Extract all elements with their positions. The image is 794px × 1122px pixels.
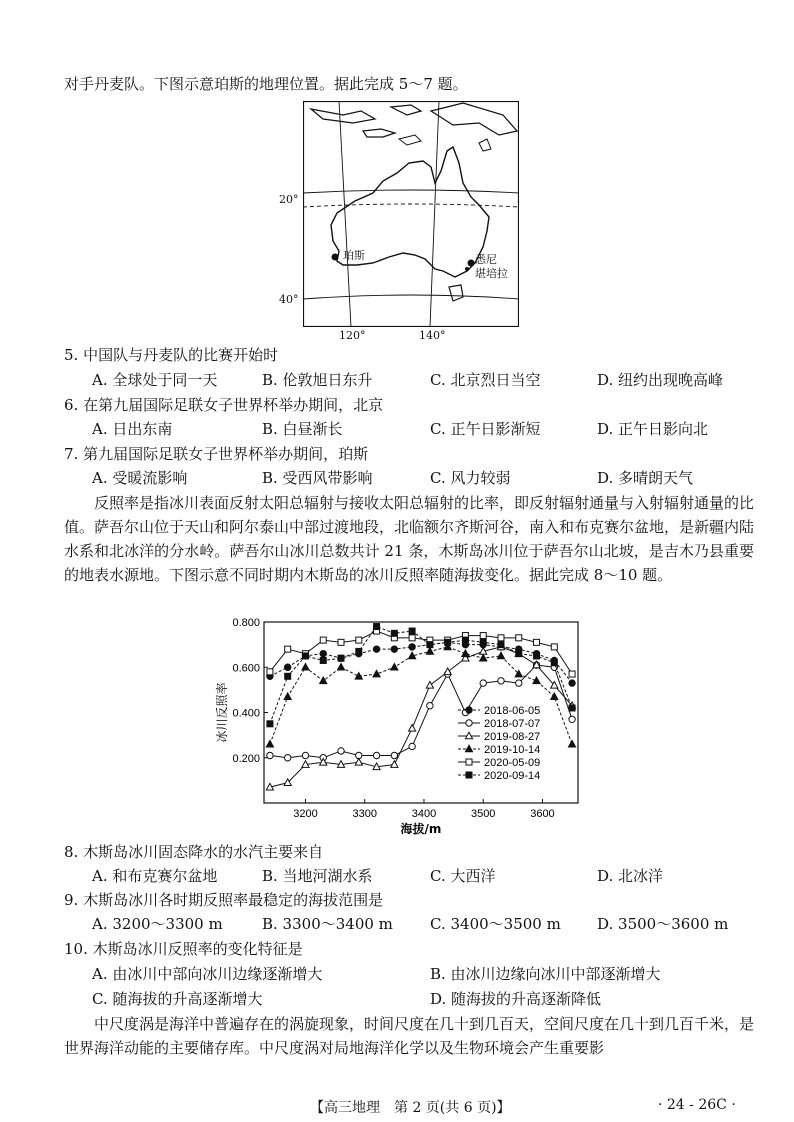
data-point-2020-05-09	[356, 637, 362, 643]
city-label-sydney: 悉尼	[475, 253, 497, 266]
q7-stem: 7. 第九届国际足联女子世界杯举办期间，珀斯	[64, 445, 369, 463]
x-tick-label: 3600	[530, 808, 555, 820]
data-point-2020-05-09	[285, 646, 291, 652]
y-tick-label: 0.800	[232, 617, 260, 629]
legend-entry: 2020-05-09	[484, 757, 541, 769]
data-point-2020-09-14	[267, 721, 273, 727]
data-point-2020-09-14	[445, 639, 451, 645]
data-point-2018-06-05	[284, 664, 290, 670]
q5-option-c[interactable]: C. 北京烈日当空	[430, 371, 541, 389]
q5-option-b[interactable]: B. 伦敦旭日东升	[262, 371, 373, 389]
q9-stem: 9. 木斯岛冰川各时期反照率最稳定的海拔范围是	[64, 891, 384, 909]
data-point-2019-08-27	[355, 758, 362, 765]
data-point-2020-09-14	[462, 637, 468, 643]
data-point-2018-07-07	[338, 748, 344, 754]
data-point-2018-06-05	[320, 650, 326, 656]
lat-label-20: 20°	[279, 193, 299, 206]
passage-eddy: 中尺度涡是海洋中普遍存在的涡旋现象，时间尺度在几十到几百天，空间尺度在几十到几百千米，是世界海洋动能的主要储存库。中尺度涡对局地海洋化学以及生物环境会产生重要影	[64, 1015, 755, 1057]
map-svg	[303, 101, 519, 327]
data-point-2020-05-09	[267, 669, 273, 675]
data-point-2020-09-14	[285, 673, 291, 679]
data-point-2019-10-14	[551, 693, 558, 700]
x-tick-label: 3400	[411, 808, 437, 820]
data-point-2020-05-09	[480, 633, 486, 639]
page-footer: 【高三地理 第 2 页(共 6 页)】	[310, 1100, 511, 1116]
data-point-2020-09-14	[338, 655, 344, 661]
data-point-2020-09-14	[409, 628, 415, 634]
data-point-2018-07-07	[302, 752, 308, 758]
data-point-2019-08-27	[426, 682, 433, 689]
data-point-2020-05-09	[320, 637, 326, 643]
data-point-2020-09-14	[427, 642, 433, 648]
data-point-2020-05-09	[534, 639, 540, 645]
data-point-2018-06-05	[569, 680, 575, 686]
q5-stem: 5. 中国队与丹麦队的比赛开始时	[64, 346, 279, 364]
data-point-2018-07-07	[569, 716, 575, 722]
data-point-2020-05-09	[498, 635, 504, 641]
data-point-2020-09-14	[302, 653, 308, 659]
data-point-2020-05-09	[338, 639, 344, 645]
q10-option-a[interactable]: A. 由冰川中部向冰川边缘逐渐增大	[92, 965, 323, 983]
passage-albedo: 反照率是指冰川表面反射太阳总辐射与接收太阳总辐射的比率，即反射辐射通量与入射辐射通量的比值。萨吾尔山位于天山和阿尔泰山中部过渡地段，北临额尔齐斯河谷，南入和布克赛尔盆地，是新疆内陆水系和北冰洋的分水岭。萨吾尔山冰川总数共计 21 条，木斯岛冰川位于萨吾尔山北坡，是吉木乃县重要的地表水源地。下图示意不同时期内木斯岛的冰川反照率随海拔变化。据此完成 8～10 题。	[64, 494, 755, 584]
legend-entry: 2020-09-14	[484, 770, 541, 782]
q6-option-d[interactable]: D. 正午日影向北	[597, 420, 709, 438]
legend-marker	[466, 720, 472, 726]
y-axis-label: 冰川反照率	[215, 682, 229, 743]
data-point-2020-05-09	[551, 644, 557, 650]
legend-entry: 2018-06-05	[484, 705, 541, 717]
q6-option-a[interactable]: A. 日出东南	[92, 420, 173, 438]
q5-option-a[interactable]: A. 全球处于同一天	[92, 371, 218, 389]
x-tick-label: 3500	[470, 808, 496, 820]
albedo-chart	[208, 610, 608, 835]
q7-option-d[interactable]: D. 多晴朗天气	[597, 469, 694, 487]
data-point-2019-10-14	[480, 654, 487, 661]
data-point-2020-05-09	[569, 671, 575, 677]
q10-option-d[interactable]: D. 随海拔的升高逐渐降低	[430, 990, 602, 1008]
legend-entry: 2019-10-14	[484, 744, 541, 756]
data-point-2019-08-27	[409, 725, 416, 732]
y-tick-label: 0.400	[232, 707, 260, 720]
data-point-2020-09-14	[374, 624, 380, 630]
data-point-2018-07-07	[427, 703, 433, 709]
city-label-perth: 珀斯	[343, 249, 365, 262]
q10-option-b[interactable]: B. 由冰川边缘向冰川中部逐渐增大	[430, 965, 661, 983]
data-point-2020-09-14	[551, 660, 557, 666]
q6-stem: 6. 在第九届国际足联女子世界杯举办期间，北京	[64, 396, 384, 414]
data-point-2018-07-07	[267, 752, 273, 758]
q9-option-a[interactable]: A. 3200～3300 m	[92, 915, 223, 933]
q9-option-c[interactable]: C. 3400～3500 m	[430, 915, 561, 933]
legend-entry: 2019-08-27	[484, 731, 541, 743]
q8-option-c[interactable]: C. 大西洋	[430, 867, 496, 885]
q8-stem: 8. 木斯岛冰川固态降水的水汽主要来自	[64, 843, 324, 861]
q5-option-d[interactable]: D. 纽约出现晚高峰	[597, 371, 724, 389]
data-point-2019-10-14	[337, 663, 344, 670]
data-point-2018-06-05	[373, 646, 379, 652]
paper-code: · 24 - 26C ·	[658, 1097, 736, 1113]
australia-map	[279, 101, 519, 342]
q7-option-a[interactable]: A. 受暖流影响	[92, 469, 188, 487]
data-point-2018-06-05	[409, 644, 415, 650]
q6-option-c[interactable]: C. 正午日影渐短	[430, 420, 541, 438]
data-point-2018-07-07	[409, 743, 415, 749]
x-tick-label: 3200	[293, 808, 318, 820]
q8-option-b[interactable]: B. 当地河湖水系	[262, 867, 373, 885]
legend-marker	[466, 759, 472, 765]
lon-label-120: 120°	[339, 329, 366, 342]
data-point-2020-09-14	[356, 648, 362, 654]
data-point-2020-09-14	[534, 653, 540, 659]
x-tick-label: 3300	[352, 808, 377, 820]
data-point-2019-10-14	[426, 648, 433, 655]
data-point-2019-10-14	[568, 740, 575, 747]
data-point-2018-07-07	[480, 680, 486, 686]
q10-stem: 10. 木斯岛冰川反照率的变化特征是	[64, 940, 303, 958]
lon-label-140: 140°	[419, 329, 446, 342]
q9-option-b[interactable]: B. 3300～3400 m	[262, 915, 393, 933]
data-point-2018-07-07	[516, 680, 522, 686]
legend-entry: 2018-07-07	[484, 718, 541, 730]
q7-option-c[interactable]: C. 风力较弱	[430, 469, 511, 487]
q10-option-c[interactable]: C. 随海拔的升高逐渐增大	[92, 990, 263, 1008]
data-point-2020-09-14	[480, 639, 486, 645]
albedo-chart-svg	[208, 610, 608, 835]
q6-option-b[interactable]: B. 白昼渐长	[262, 420, 343, 438]
data-point-2018-06-05	[391, 646, 397, 652]
data-point-2020-09-14	[569, 705, 575, 711]
data-point-2019-08-27	[444, 668, 451, 675]
data-point-2020-05-09	[409, 635, 415, 641]
data-point-2020-05-09	[516, 635, 522, 641]
data-point-2018-07-07	[391, 752, 397, 758]
data-point-2020-09-14	[516, 651, 522, 657]
legend-marker	[465, 745, 472, 752]
legend-marker	[466, 772, 472, 778]
data-point-2019-10-14	[320, 677, 327, 684]
legend-marker	[466, 707, 472, 713]
data-point-2018-07-07	[373, 752, 379, 758]
q7-option-b[interactable]: B. 受西风带影响	[262, 469, 373, 487]
q8-option-d[interactable]: D. 北冰洋	[597, 867, 664, 885]
data-point-2019-10-14	[284, 693, 291, 700]
x-axis-label: 海拔/m	[400, 822, 442, 835]
data-point-2018-07-07	[498, 678, 504, 684]
data-point-2019-10-14	[391, 663, 398, 670]
q8-option-a[interactable]: A. 和布克赛尔盆地	[92, 867, 218, 885]
y-tick-label: 0.600	[232, 662, 260, 675]
y-tick-label: 0.200	[232, 752, 260, 765]
data-point-2020-09-14	[391, 630, 397, 636]
intro-line: 对手丹麦队。下图示意珀斯的地理位置。据此完成 5～7 题。	[64, 75, 468, 93]
data-point-2019-08-27	[391, 761, 398, 768]
series-line-2018-06-05	[270, 642, 572, 683]
q9-option-d[interactable]: D. 3500～3600 m	[597, 915, 729, 933]
lat-label-40: 40°	[279, 293, 299, 306]
data-point-2019-10-14	[497, 652, 504, 659]
data-point-2020-09-14	[320, 657, 326, 663]
data-point-2018-07-07	[284, 755, 290, 761]
data-point-2019-10-14	[266, 740, 273, 747]
city-label-canberra: 堪培拉	[475, 267, 508, 280]
data-point-2020-09-14	[498, 642, 504, 648]
data-point-2019-10-14	[302, 663, 309, 670]
